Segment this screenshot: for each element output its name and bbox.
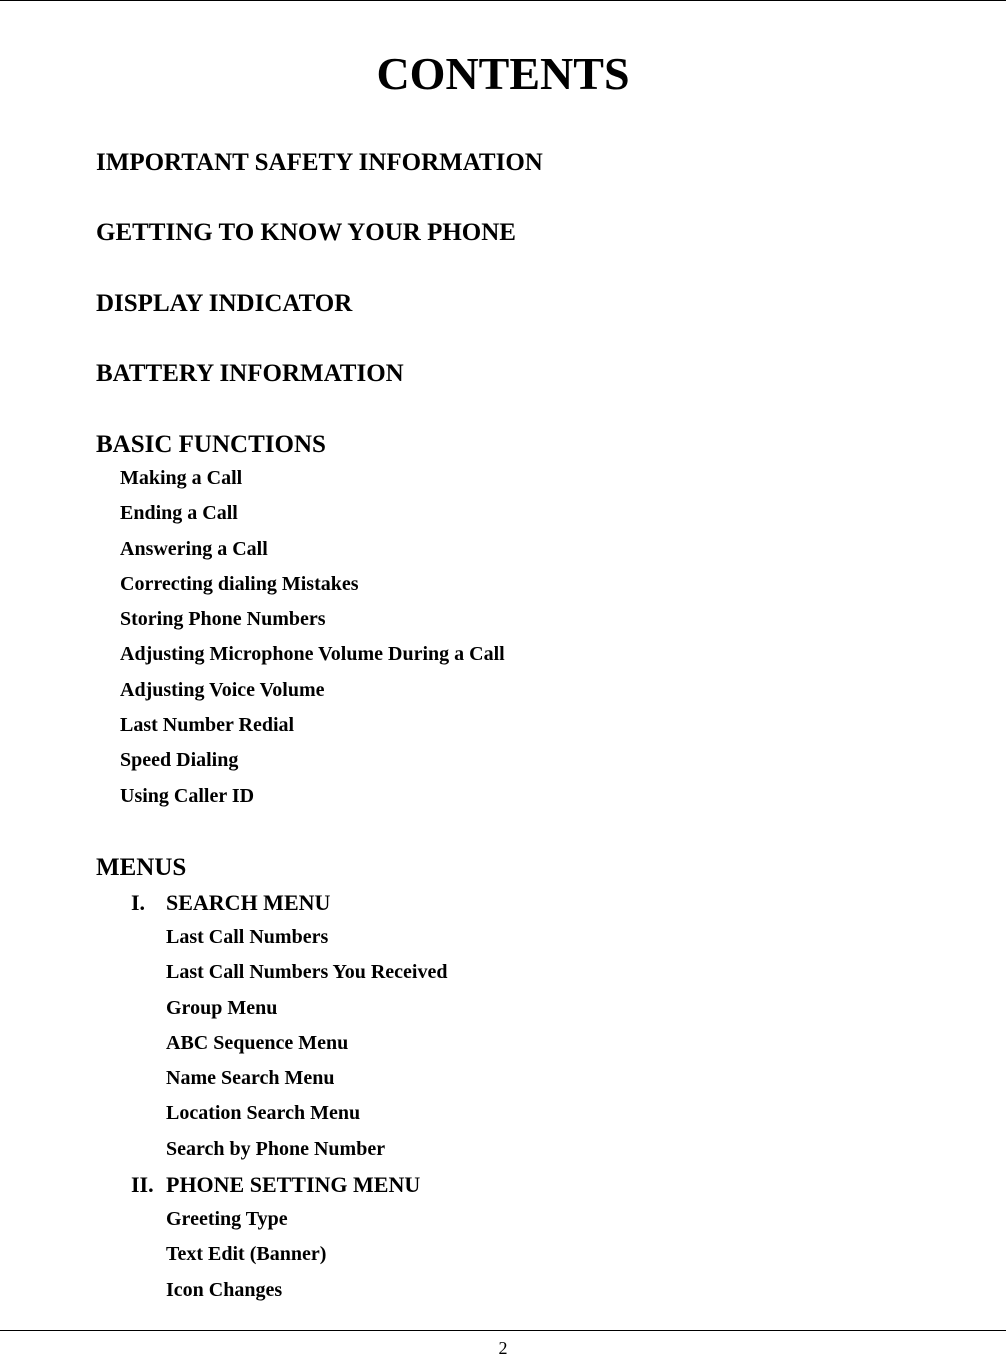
toc-menu-phone-setting[interactable] <box>0 1167 600 1202</box>
toc-item-group-menu[interactable]: Group Menu <box>166 996 278 1019</box>
toc-item-last-number-redial[interactable]: Last Number Redial <box>120 714 295 737</box>
bottom-rule <box>0 1330 1006 1331</box>
toc-item-adjusting-voice-volume[interactable]: Adjusting Voice Volume <box>120 678 325 701</box>
toc-section-menus[interactable]: MENUS <box>96 854 187 881</box>
toc-section-getting-to-know-your-phone[interactable]: GETTING TO KNOW YOUR PHONE <box>96 219 516 246</box>
menu-numeral: II. <box>131 1172 154 1197</box>
toc-item-abc-sequence-menu[interactable]: ABC Sequence Menu <box>166 1031 349 1054</box>
menu-title: PHONE SETTING MENU <box>166 1172 421 1197</box>
toc-item-greeting-type[interactable]: Greeting Type <box>166 1208 288 1230</box>
toc-item-answering-a-call[interactable]: Answering a Call <box>120 537 268 560</box>
toc-item-using-caller-id[interactable]: Using Caller ID <box>120 784 255 807</box>
toc-item-last-call-numbers-received[interactable]: Last Call Numbers You Received <box>166 961 448 984</box>
basic-functions-list <box>120 461 505 814</box>
toc-item-location-search-menu[interactable]: Location Search Menu <box>166 1102 361 1125</box>
toc-item-search-by-phone-number[interactable]: Search by Phone Number <box>166 1137 386 1160</box>
toc-item-making-a-call[interactable]: Making a Call <box>120 467 243 489</box>
menu-numeral: I. <box>131 890 146 915</box>
toc-menu-search[interactable] <box>0 885 600 920</box>
toc-item-ending-a-call[interactable]: Ending a Call <box>120 502 238 525</box>
search-menu-list <box>166 920 447 1167</box>
phone-setting-menu-list <box>166 1202 326 1308</box>
toc-section-display-indicator[interactable]: DISPLAY INDICATOR <box>96 290 353 317</box>
toc-section-important-safety-information[interactable]: IMPORTANT SAFETY INFORMATION <box>96 149 543 176</box>
toc-item-speed-dialing[interactable]: Speed Dialing <box>120 749 239 772</box>
toc-item-correcting-dialing-mistakes[interactable]: Correcting dialing Mistakes <box>120 572 359 595</box>
page-title: CONTENTS <box>376 48 630 99</box>
toc-section-basic-functions[interactable]: BASIC FUNCTIONS <box>96 431 326 458</box>
toc-item-text-edit-banner[interactable]: Text Edit (Banner) <box>166 1243 327 1266</box>
toc-section-battery-information[interactable]: BATTERY INFORMATION <box>96 360 404 387</box>
toc-item-adjusting-microphone-volume[interactable]: Adjusting Microphone Volume During a Call <box>120 643 505 666</box>
toc-item-storing-phone-numbers[interactable]: Storing Phone Numbers <box>120 608 326 631</box>
toc-item-icon-changes[interactable]: Icon Changes <box>166 1278 283 1301</box>
top-rule <box>0 0 1006 1</box>
page-number: 2 <box>498 1338 508 1358</box>
menu-title: SEARCH MENU <box>166 890 331 915</box>
toc-item-last-call-numbers[interactable]: Last Call Numbers <box>166 926 329 948</box>
toc-item-name-search-menu[interactable]: Name Search Menu <box>166 1067 335 1090</box>
